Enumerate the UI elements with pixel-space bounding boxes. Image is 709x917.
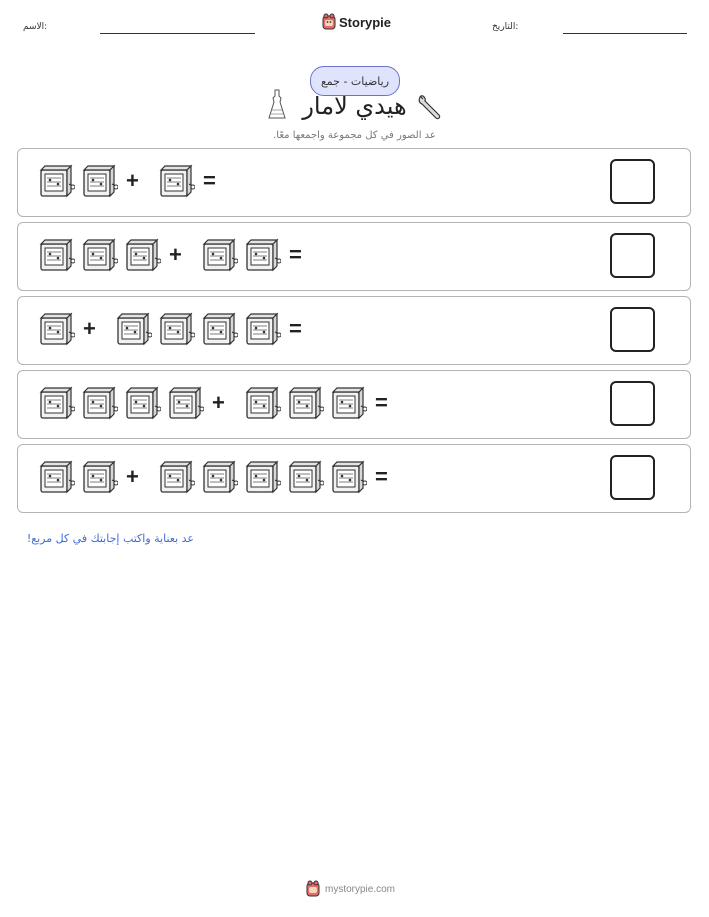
plus-sign: +	[83, 316, 96, 341]
name-label: الاسم:	[23, 22, 48, 32]
problem-row	[17, 444, 691, 513]
name-line[interactable]	[100, 33, 255, 34]
answer-box[interactable]	[610, 233, 655, 278]
problem-row	[17, 370, 691, 439]
equals-sign: =	[289, 316, 302, 341]
music-box-icon	[243, 238, 281, 272]
music-box-icon	[80, 460, 118, 494]
music-box-icon	[329, 460, 367, 494]
music-box-icon	[166, 386, 204, 420]
equals-sign: =	[203, 168, 216, 193]
equals-sign: =	[375, 390, 388, 415]
brand-name: Storypie	[339, 14, 392, 30]
problem-row	[17, 148, 691, 217]
page-title: هيدي لامار	[302, 92, 407, 120]
storypie-mascot-icon	[306, 880, 320, 898]
instruction-text: عد الصور في كل مجموعة واجمعها معًا.	[273, 130, 436, 141]
plus-sign: +	[169, 242, 182, 267]
music-box-icon	[123, 238, 161, 272]
note-text: عد بعناية واكتب إجابتك في كل مربع!	[26, 532, 194, 545]
music-box-icon	[329, 386, 367, 420]
music-box-icon	[286, 386, 324, 420]
music-box-icon	[114, 312, 152, 346]
music-box-icon	[80, 386, 118, 420]
brand-logo	[322, 13, 391, 31]
answer-box[interactable]	[610, 381, 655, 426]
equals-sign: =	[289, 242, 302, 267]
music-box-icon	[37, 164, 75, 198]
music-box-icon	[157, 164, 195, 198]
music-box-icon	[243, 460, 281, 494]
music-box-icon	[37, 460, 75, 494]
plus-sign: +	[212, 390, 225, 415]
music-box-icon	[243, 386, 281, 420]
music-box-icon	[37, 386, 75, 420]
music-box-icon	[286, 460, 324, 494]
music-box-icon	[157, 312, 195, 346]
answer-box[interactable]	[610, 307, 655, 352]
date-line[interactable]	[563, 33, 687, 34]
date-label: التاريخ:	[492, 22, 519, 32]
problem-row	[17, 222, 691, 291]
problem-row	[17, 296, 691, 365]
music-box-icon	[157, 460, 195, 494]
music-box-icon	[37, 238, 75, 272]
music-box-icon	[243, 312, 281, 346]
footer-url[interactable]: mystorypie.com	[325, 883, 396, 895]
footer	[306, 880, 395, 898]
plus-sign: +	[126, 168, 139, 193]
equals-sign: =	[375, 464, 388, 489]
music-box-icon	[200, 238, 238, 272]
answer-box[interactable]	[610, 455, 655, 500]
storypie-mascot-icon	[322, 13, 336, 31]
music-box-icon	[123, 386, 161, 420]
music-box-icon	[80, 238, 118, 272]
music-box-icon	[37, 312, 75, 346]
music-box-icon	[200, 312, 238, 346]
topic-badge: رياضيات - جمع	[310, 66, 400, 96]
music-box-icon	[80, 164, 118, 198]
answer-box[interactable]	[610, 159, 655, 204]
plus-sign: +	[126, 464, 139, 489]
music-box-icon	[200, 460, 238, 494]
